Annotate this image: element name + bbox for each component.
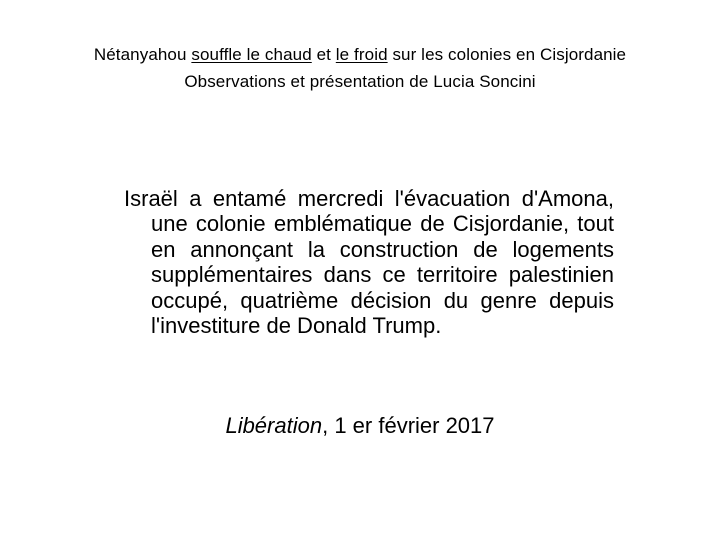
title-underlined-2: le froid: [335, 45, 388, 64]
slide-title: [0, 41, 720, 95]
source-date: , 1 er février 2017: [322, 413, 495, 438]
title-line-2: Observations et présentation de Lucia Soncini: [184, 72, 536, 91]
source-publication: Libération: [225, 413, 323, 438]
source-citation: [0, 411, 720, 441]
title-line-1: [0, 41, 720, 68]
quote-paragraph: Israël a entamé mercredi l'évacuation d'Amona, une colonie emblématique de Cisjordanie, tout en annonçant la construction de logements supplémentaires dans ce territoire palestinien occupé, quatrième décision du genre depuis l'investiture de Donald Trump.: [124, 186, 614, 339]
title-part-1: Nétanyahou: [93, 45, 192, 64]
title-underlined-1: souffle le chaud: [191, 45, 312, 64]
title-part-2: et: [311, 45, 336, 64]
title-part-3: sur les colonies en Cisjordanie: [387, 45, 627, 64]
